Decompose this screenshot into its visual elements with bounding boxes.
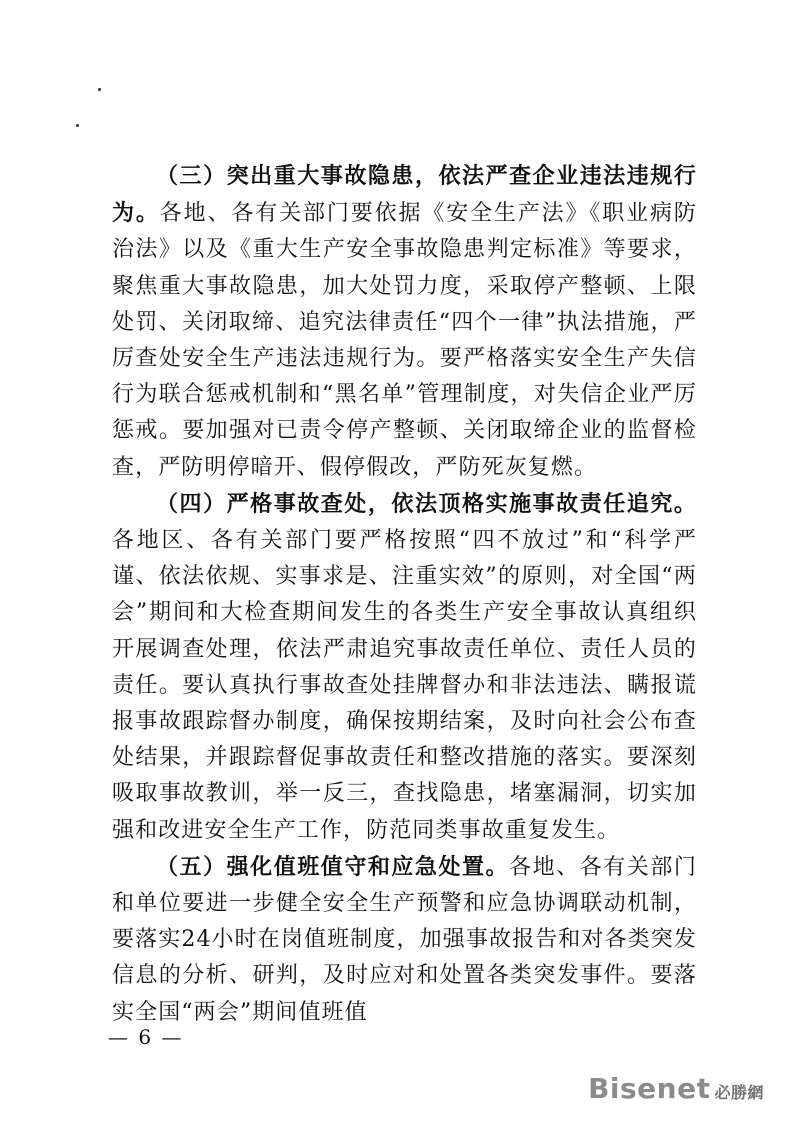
paragraph-text: 各地、各有关部门要依据《安全生产法》《职业病防治法》以及《重大生产安全事故隐患判定标准》等要求，聚焦重大事故隐患，加大处罚力度，采取停产整顿、上限处罚、关闭取缔、追究法律责任“四个一律”执法措施，严厉查处安全生产违法违规行为。要严格落实安全生产失信行为联合惩戒机制和“黑名单”管理制度，对失信企业严厉惩戒。要加强对已责令停产整顿、关闭取缔企业的监督检查，严防明停暗开、假停假改，严防死灰复燃。	[112, 201, 697, 480]
paragraph-text: 各地区、各有关部门要严格按照“四不放过”和“科学严谨、依法依规、实事求是、注重实效”的原则，对全国“两会”期间和大检查期间发生的各类生产安全事故认真组织开展调查处理，依法严肃追究事故责任单位、责任人员的责任。要认真执行事故查处挂牌督办和非法违法、瞒报谎报事故跟踪督办制度，确保按期结案，及时向社会公布查处结果，并跟踪督促事故责任和整改措施的落实。要深刻吸取事故教训，举一反三，查找隐患，堵塞漏洞，切实加强和改进安全生产工作，防范同类事故重复发生。	[112, 528, 697, 843]
watermark-cn: 必勝網	[714, 1083, 764, 1102]
paragraph-heading: （四）严格事故查处，依法顶格实施事故责任追究。	[156, 490, 697, 517]
watermark-brand: Bisenet	[588, 1072, 711, 1105]
scan-speck	[98, 88, 101, 91]
document-body	[112, 158, 697, 1031]
scan-speck	[76, 124, 79, 127]
paragraph-4	[112, 486, 697, 849]
paragraph-text: 各地、各有关部门和单位要进一步健全安全生产预警和应急协调联动机制，要落实24小时在岗值班制度，加强事故报告和对各类突发信息的分析、研判，及时应对和处置各类突发事件。要落实全国“两会”期间值班值	[112, 854, 697, 1025]
watermark-logo	[588, 1072, 764, 1105]
paragraph-3	[112, 158, 697, 486]
paragraph-5	[112, 849, 697, 1031]
page-number: — 6 —	[108, 1025, 184, 1049]
paragraph-heading: （三）突出重大事故隐患，依法严查企业违法违规行为。	[112, 163, 697, 227]
paragraph-heading: （五）强化值班值守和应急处置。	[156, 853, 510, 880]
